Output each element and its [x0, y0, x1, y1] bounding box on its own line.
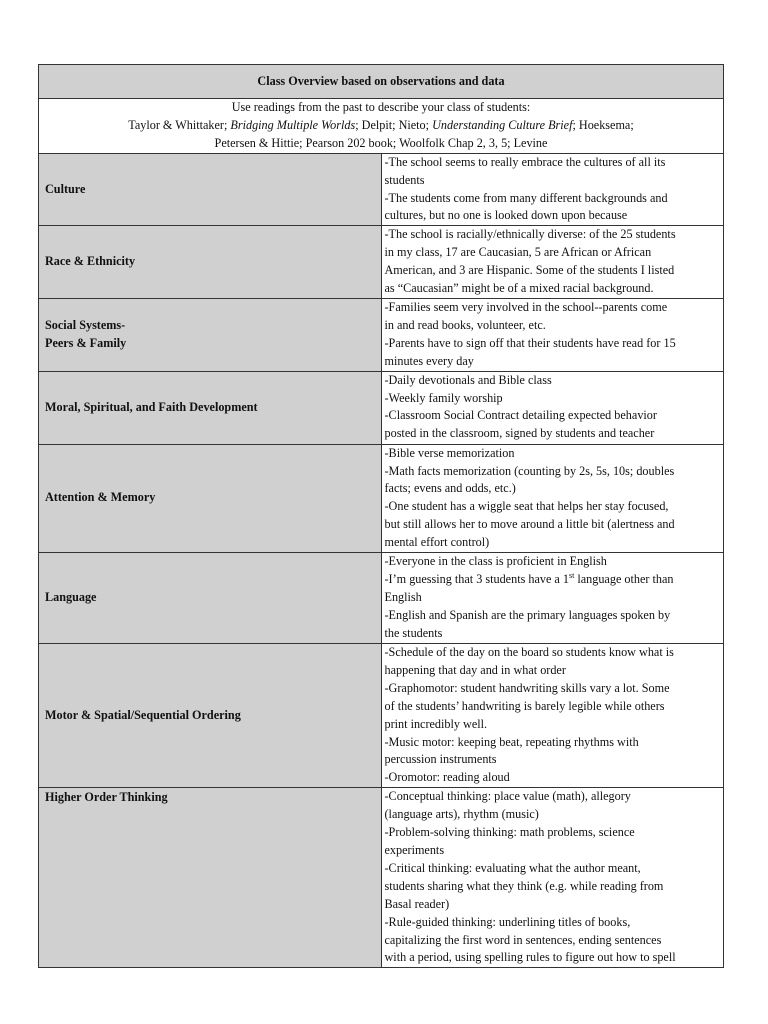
table-row — [39, 788, 724, 968]
category-social-systems: Social Systems- Peers & Family — [39, 298, 382, 371]
details-motor-spatial: -Schedule of the day on the board so students know what is happening that day and in what order -Graphomotor: student handwriting skills vary a lot. Some of the students’ handwriting is barely legible while others print incredibly well. -Music motor: keeping beat, repeating rhythms with percussion instruments -Oromotor: reading aloud — [381, 644, 724, 788]
category-motor-spatial: Motor & Spatial/Sequential Ordering — [39, 644, 382, 788]
intro-line-1: Use readings from the past to describe your class of students: — [231, 100, 531, 114]
intro-line-3: Petersen & Hittie; Pearson 202 book; Woolfolk Chap 2, 3, 5; Levine — [214, 135, 548, 150]
table-row — [39, 644, 724, 788]
category-moral-spiritual: Moral, Spiritual, and Faith Development — [39, 371, 382, 444]
category-higher-order-thinking: Higher Order Thinking — [39, 788, 382, 968]
details-culture: -The school seems to really embrace the cultures of all its students -The students come from many different backgrounds and cultures, but no one is looked down upon because — [381, 153, 724, 226]
intro-line-2: Taylor & Whittaker; Bridging Multiple Worlds; Delpit; Nieto; Understanding Culture Brief; Hoeksema; — [128, 117, 634, 132]
table-row — [39, 226, 724, 299]
class-overview-table — [38, 64, 724, 968]
class-overview-document — [38, 64, 724, 968]
intro-text — [39, 99, 724, 154]
details-higher-order-thinking: -Conceptual thinking: place value (math), allegory (language arts), rhythm (music) -Problem-solving thinking: math problems, science experiments -Critical thinking: evaluating what the author meant, students sharing what they think (e.g. while reading from Basal reader) -Rule-guided thinking: underlining titles of books, capitalizing the first word in sentences, ending sentences with a period, using spelling rules to figure out how to spell — [381, 788, 724, 968]
category-attention-memory: Attention & Memory — [39, 444, 382, 552]
category-race-ethnicity: Race & Ethnicity — [39, 226, 382, 299]
details-race-ethnicity: -The school is racially/ethnically diverse: of the 25 students in my class, 17 are Caucasian, 5 are African or African American, and 3 are Hispanic. Some of the students I listed as “Caucasian” might be of a mixed racial background. — [381, 226, 724, 299]
details-attention-memory: -Bible verse memorization -Math facts memorization (counting by 2s, 5s, 10s; doubles facts; evens and odds, etc.) -One student has a wiggle seat that helps her stay focused, but still allows her to move around a little bit (alertness and mental effort control) — [381, 444, 724, 552]
details-language: -Everyone in the class is proficient in English -I’m guessing that 3 students have a 1st language other than English -English and Spanish are the primary languages spoken by the students — [381, 553, 724, 644]
table-row — [39, 371, 724, 444]
table-row — [39, 444, 724, 552]
category-culture: Culture — [39, 153, 382, 226]
title-row — [39, 65, 724, 99]
details-social-systems: -Families seem very involved in the school--parents come in and read books, volunteer, etc. -Parents have to sign off that their students have read for 15 minutes every day — [381, 298, 724, 371]
table-row — [39, 553, 724, 644]
table-row — [39, 153, 724, 226]
category-language: Language — [39, 553, 382, 644]
details-moral-spiritual: -Daily devotionals and Bible class -Weekly family worship -Classroom Social Contract detailing expected behavior posted in the classroom, signed by students and teacher — [381, 371, 724, 444]
table-row — [39, 298, 724, 371]
table-title: Class Overview based on observations and data — [39, 65, 724, 99]
intro-row — [39, 99, 724, 154]
